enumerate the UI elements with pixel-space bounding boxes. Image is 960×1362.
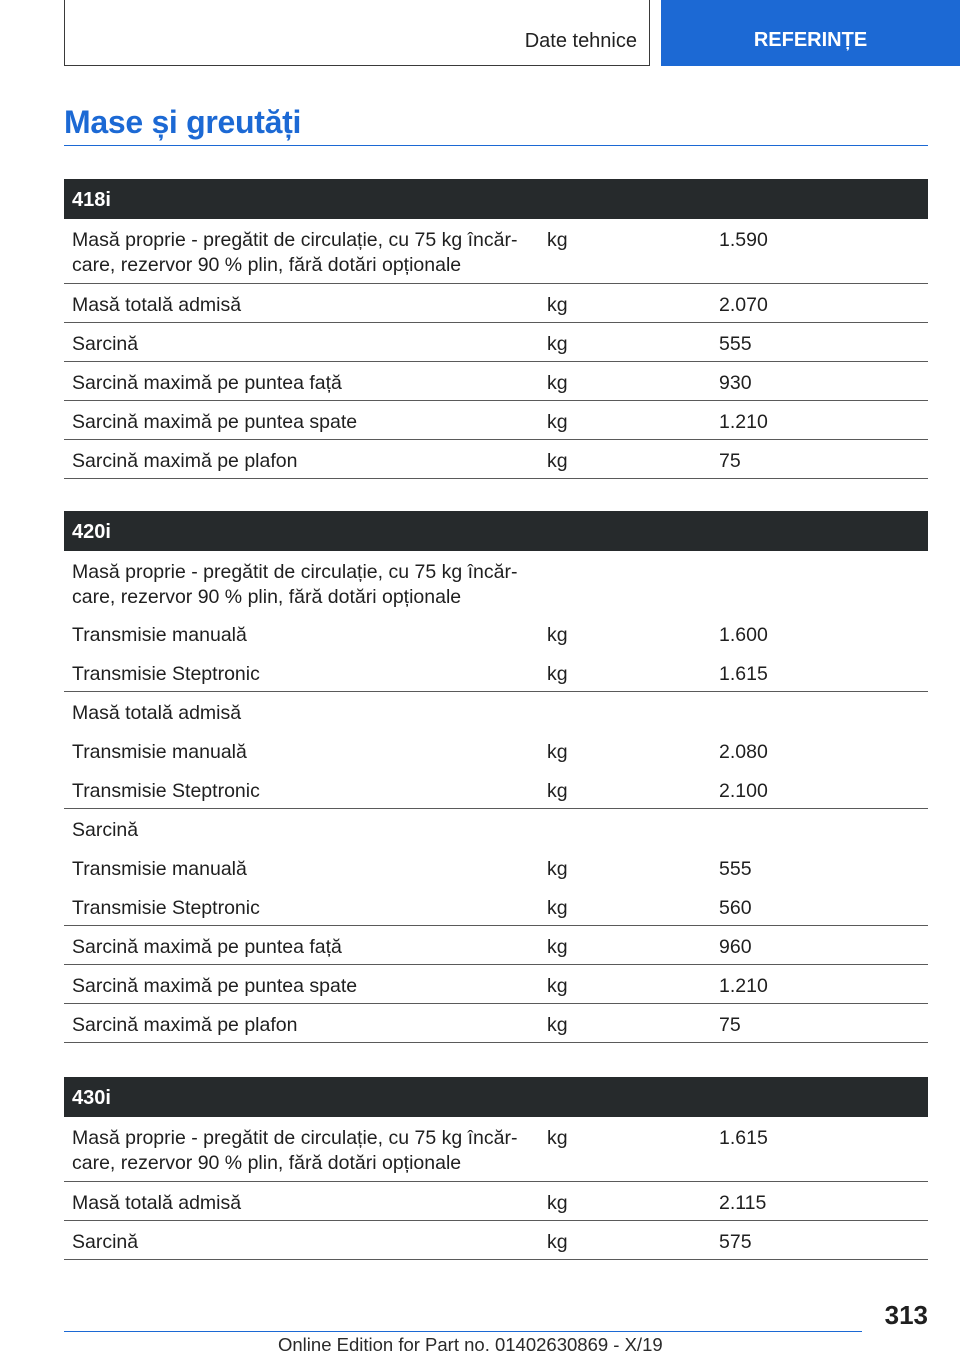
header-section-box (64, 0, 650, 66)
table-row (64, 614, 928, 653)
table-row (64, 926, 928, 965)
row-label: Transmisie manuală (72, 741, 247, 763)
row-value: 560 (719, 897, 752, 919)
row-unit: kg (547, 372, 568, 394)
table-row (64, 440, 928, 479)
row-unit: kg (547, 294, 568, 316)
page-number: 313 (884, 1300, 928, 1330)
table-row (64, 401, 928, 440)
row-unit: kg (547, 1231, 568, 1253)
title-rule (64, 145, 928, 146)
row-value: 2.070 (719, 294, 768, 316)
row-label: Transmisie manuală (72, 624, 247, 646)
table-row (64, 1182, 928, 1221)
row-label: Sarcină maximă pe puntea față (72, 936, 342, 958)
row-value: 2.100 (719, 780, 768, 802)
row-label: Masă proprie - pregătit de circulație, cu 75 kg încăr- care, rezervor 90 % plin, fără dotări opționale (72, 229, 518, 276)
page-title: Mase și greutăți (64, 104, 302, 140)
references-tab-label: REFERINȚE (753, 28, 868, 51)
row-unit: kg (547, 1127, 568, 1149)
row-value: 1.615 (719, 663, 768, 685)
row-label: Sarcină (72, 1231, 139, 1253)
row-value: 1.600 (719, 624, 768, 646)
spec-table-430i (64, 1077, 928, 1260)
table-row (64, 692, 928, 731)
row-unit: kg (547, 411, 568, 433)
footer-edition-text: Online Edition for Part no. 01402630869 - X/19 (278, 1334, 663, 1355)
row-label: Transmisie manuală (72, 858, 247, 880)
row-value: 1.590 (719, 229, 768, 251)
row-value: 1.210 (719, 411, 768, 433)
row-unit: kg (547, 858, 568, 880)
table-row (64, 362, 928, 401)
row-label: Sarcină maximă pe puntea față (72, 372, 342, 394)
table-row (64, 284, 928, 323)
row-label: Masă totală admisă (72, 294, 242, 316)
row-unit: kg (547, 229, 568, 251)
footer-rule (64, 1331, 862, 1332)
spec-table-418i (64, 179, 928, 479)
row-value: 2.080 (719, 741, 768, 763)
row-unit: kg (547, 897, 568, 919)
row-label: Sarcină maximă pe puntea spate (72, 411, 358, 433)
table-row (64, 653, 928, 692)
row-label: Masă proprie - pregătit de circulație, cu 75 kg încăr- care, rezervor 90 % plin, fără dotări opționale (72, 561, 518, 608)
row-label: Sarcină maximă pe plafon (72, 450, 298, 472)
row-unit: kg (547, 975, 568, 997)
table-row (64, 551, 928, 614)
table-row (64, 887, 928, 926)
table-header: 420i (64, 511, 928, 551)
row-value: 2.115 (719, 1192, 767, 1214)
row-value: 575 (719, 1231, 752, 1253)
section-title: Date tehnice (524, 30, 637, 52)
table-row (64, 323, 928, 362)
row-label: Masă totală admisă (72, 702, 242, 724)
table-row (64, 731, 928, 770)
row-unit: kg (547, 1192, 568, 1214)
table-row (64, 1221, 928, 1260)
table-header: 418i (64, 179, 928, 219)
row-label: Sarcină maximă pe plafon (72, 1014, 298, 1036)
row-value: 555 (719, 333, 752, 355)
row-label: Transmisie Steptronic (72, 663, 260, 685)
table-row (64, 770, 928, 809)
table-row (64, 965, 928, 1004)
table-row (64, 848, 928, 887)
row-label: Sarcină (72, 819, 139, 841)
row-label: Transmisie Steptronic (72, 780, 260, 802)
row-unit: kg (547, 333, 568, 355)
row-value: 1.615 (719, 1127, 768, 1149)
spec-table-420i (64, 511, 928, 1043)
row-value: 930 (719, 372, 752, 394)
row-unit: kg (547, 936, 568, 958)
table-row (64, 1117, 928, 1182)
table-header: 430i (64, 1077, 928, 1117)
row-label: Masă totală admisă (72, 1192, 242, 1214)
row-unit: kg (547, 780, 568, 802)
row-unit: kg (547, 1014, 568, 1036)
row-unit: kg (547, 450, 568, 472)
table-row (64, 1004, 928, 1043)
row-unit: kg (547, 663, 568, 685)
row-label: Transmisie Steptronic (72, 897, 260, 919)
row-label: Sarcină (72, 333, 139, 355)
row-value: 960 (719, 936, 752, 958)
row-value: 75 (719, 1014, 741, 1036)
references-tab[interactable] (661, 0, 960, 66)
row-label: Sarcină maximă pe puntea spate (72, 975, 358, 997)
row-unit: kg (547, 624, 568, 646)
table-row (64, 809, 928, 848)
row-value: 555 (719, 858, 752, 880)
row-unit: kg (547, 741, 568, 763)
row-value: 75 (719, 450, 741, 472)
row-value: 1.210 (719, 975, 768, 997)
row-label: Masă proprie - pregătit de circulație, cu 75 kg încăr- care, rezervor 90 % plin, fără dotări opționale (72, 1127, 518, 1174)
table-row (64, 219, 928, 284)
